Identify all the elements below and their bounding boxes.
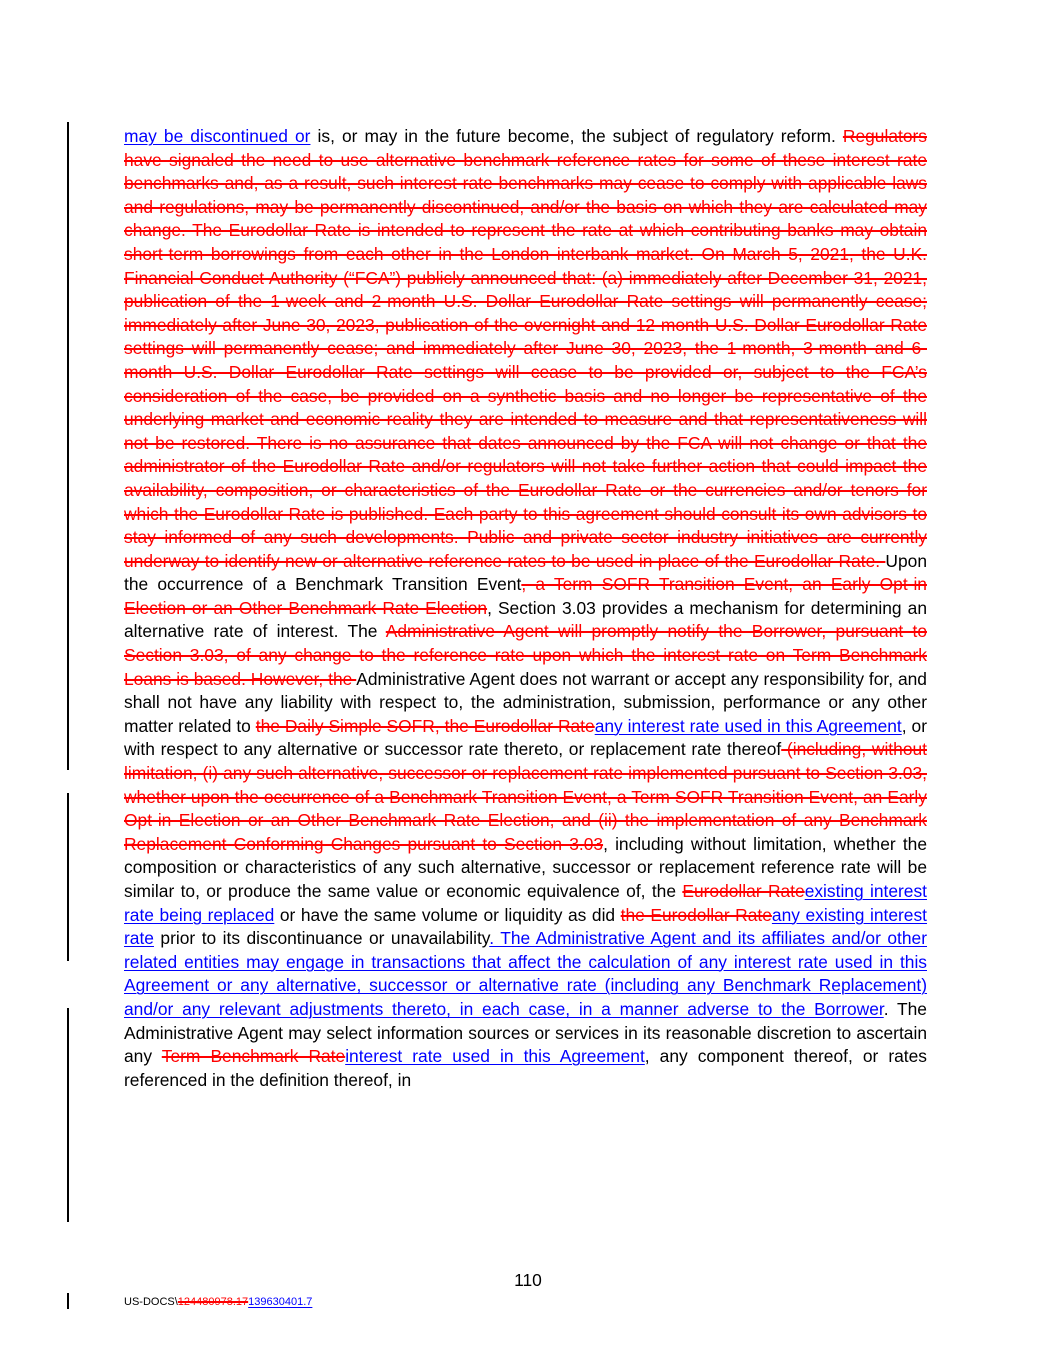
change-bar	[67, 793, 69, 961]
deleted-text: Eurodollar Rate	[682, 881, 805, 901]
deleted-text: Administrative Agent will promptly notify the Borrower, pursuant to Section 3.03, of any change to the reference rate upon which the interest rate on Term Benchmark Loans is based. However, the	[124, 621, 927, 689]
inserted-text: . The Administrative Agent and its affiliates and/or other related entities may engage in transactions that affect the calculation of any interest rate used in this Agreement or any alternative, successor or alternative rate (including any Benchmark Replacement) and/or any relevant adjustments thereto, in each case, in a manner adverse to the Borrower	[124, 928, 928, 1019]
deleted-text: Term Benchmark Rate	[161, 1046, 346, 1067]
footer-deleted-id: 124480978.17	[177, 1296, 249, 1308]
deleted-text: (including, without limitation, (i) any such alternative, successor or replacement rate implemented pursuant to Section 3.03, whether upon the occurrence of a Benchmark Transition Event, a Term SOFR Transition Event, an Early Opt-in Election or an Other Benchmark Rate Election, and (ii) the implementation of any Benchmark Replacement Conforming Changes pursuant to Section 3.03	[124, 739, 927, 854]
footer-inserted-id: 139630401.7	[248, 1296, 313, 1308]
change-bar	[67, 1293, 69, 1309]
deleted-text: the Daily Simple SOFR, the Eurodollar Rate	[255, 715, 595, 736]
deleted-text: the Eurodollar Rate	[620, 904, 772, 925]
body-text-run: . The Administrative Agent may select information sources or services in its reasonable discretion to ascertain any	[124, 998, 927, 1067]
deleted-text: Regulators have signaled the need to use alternative benchmark reference rates for some of these interest rate benchmarks and, as a result, such interest rate benchmarks may cease to comply with applicable laws and regulations, may be permanently discontinued, and/or the basis on which they are calculated may change. The Eurodollar Rate is intended to represent the rate at which contributing banks may obtain short-term borrowings from each other in the London interbank market. On March 5, 2021, the U.K. Financial Conduct Authority (“FCA”) publicly announced that: (a) immediately after December 31, 2021, publication of the 1-week and 2-month U.S. Dollar Eurodollar Rate settings will permanently cease; immediately after June 30, 2023, publication of the overnight and 12-month U.S. Dollar Eurodollar Rate settings will permanently cease; and immediately after June 30, 2023, the 1-month, 3-month and 6-month U.S. Dollar Eurodollar Rate settings will cease to be provided or, subject to the FCA’s consideration of the case, be provided on a synthetic basis and no longer be representative of the underlying market and economic reality they are intended to measure and that representativeness will not be restored. There is no assurance that dates announced by the FCA will not change or that the administrator of the Eurodollar Rate and/or regulators will not take further action that could impact the availability, composition, or characteristics of the Eurodollar Rate or the currencies and/or tenors for which the Eurodollar Rate is published. Each party to this agreement should consult its own advisors to stay informed of any such developments. Public and private sector industry initiatives are currently underway to identify new or alternative reference rates to be used in place of the Eurodollar Rate.	[124, 126, 927, 571]
body-text-run: prior to its discontinuance or unavailability	[153, 928, 490, 949]
inserted-text: interest rate used in this Agreement	[345, 1046, 645, 1067]
body-text-run: Administrative Agent does not warrant or accept any responsibility for, and shall not have any liability with respect to, the administration, submission, performance or any other matter related to	[124, 668, 927, 736]
footer-prefix: US-DOCS\	[124, 1296, 178, 1308]
change-bar	[67, 122, 69, 770]
inserted-text: any existing interest rate	[124, 904, 928, 949]
body-text-run: , or with respect to any alternative or successor rate thereto, or replacement rate thereof	[124, 715, 927, 760]
inserted-text: existing interest rate being replaced	[124, 881, 928, 925]
inserted-text: any interest rate used in this Agreement	[594, 715, 902, 736]
page-number: 110	[514, 1270, 542, 1290]
body-text-run: , Section 3.03 provides a mechanism for determining an alternative rate of interest. The	[124, 597, 928, 642]
inserted-text: may be discontinued or	[124, 126, 311, 146]
document-footer-id	[124, 1296, 312, 1308]
body-paragraph	[124, 125, 927, 1092]
deleted-text: , a Term SOFR Transition Event, an Early Opt-in Election or an Other Benchmark Rate Election	[124, 574, 927, 618]
body-text-run: , including without limitation, whether the composition or characteristics of any such alternative, successor or replacement reference rate will be similar to, or produce the same value or economic equivalence of, the	[124, 833, 928, 901]
body-text-run: Upon the occurrence of a Benchmark Transition Event	[124, 550, 927, 595]
change-bar	[67, 1008, 69, 1222]
body-text-run: or have the same volume or liquidity as did	[274, 904, 621, 925]
body-text-run: is, or may in the future become, the subject of regulatory reform.	[310, 126, 843, 146]
body-text-run: , any component thereof, or rates referenced in the definition thereof, in	[124, 1046, 927, 1090]
